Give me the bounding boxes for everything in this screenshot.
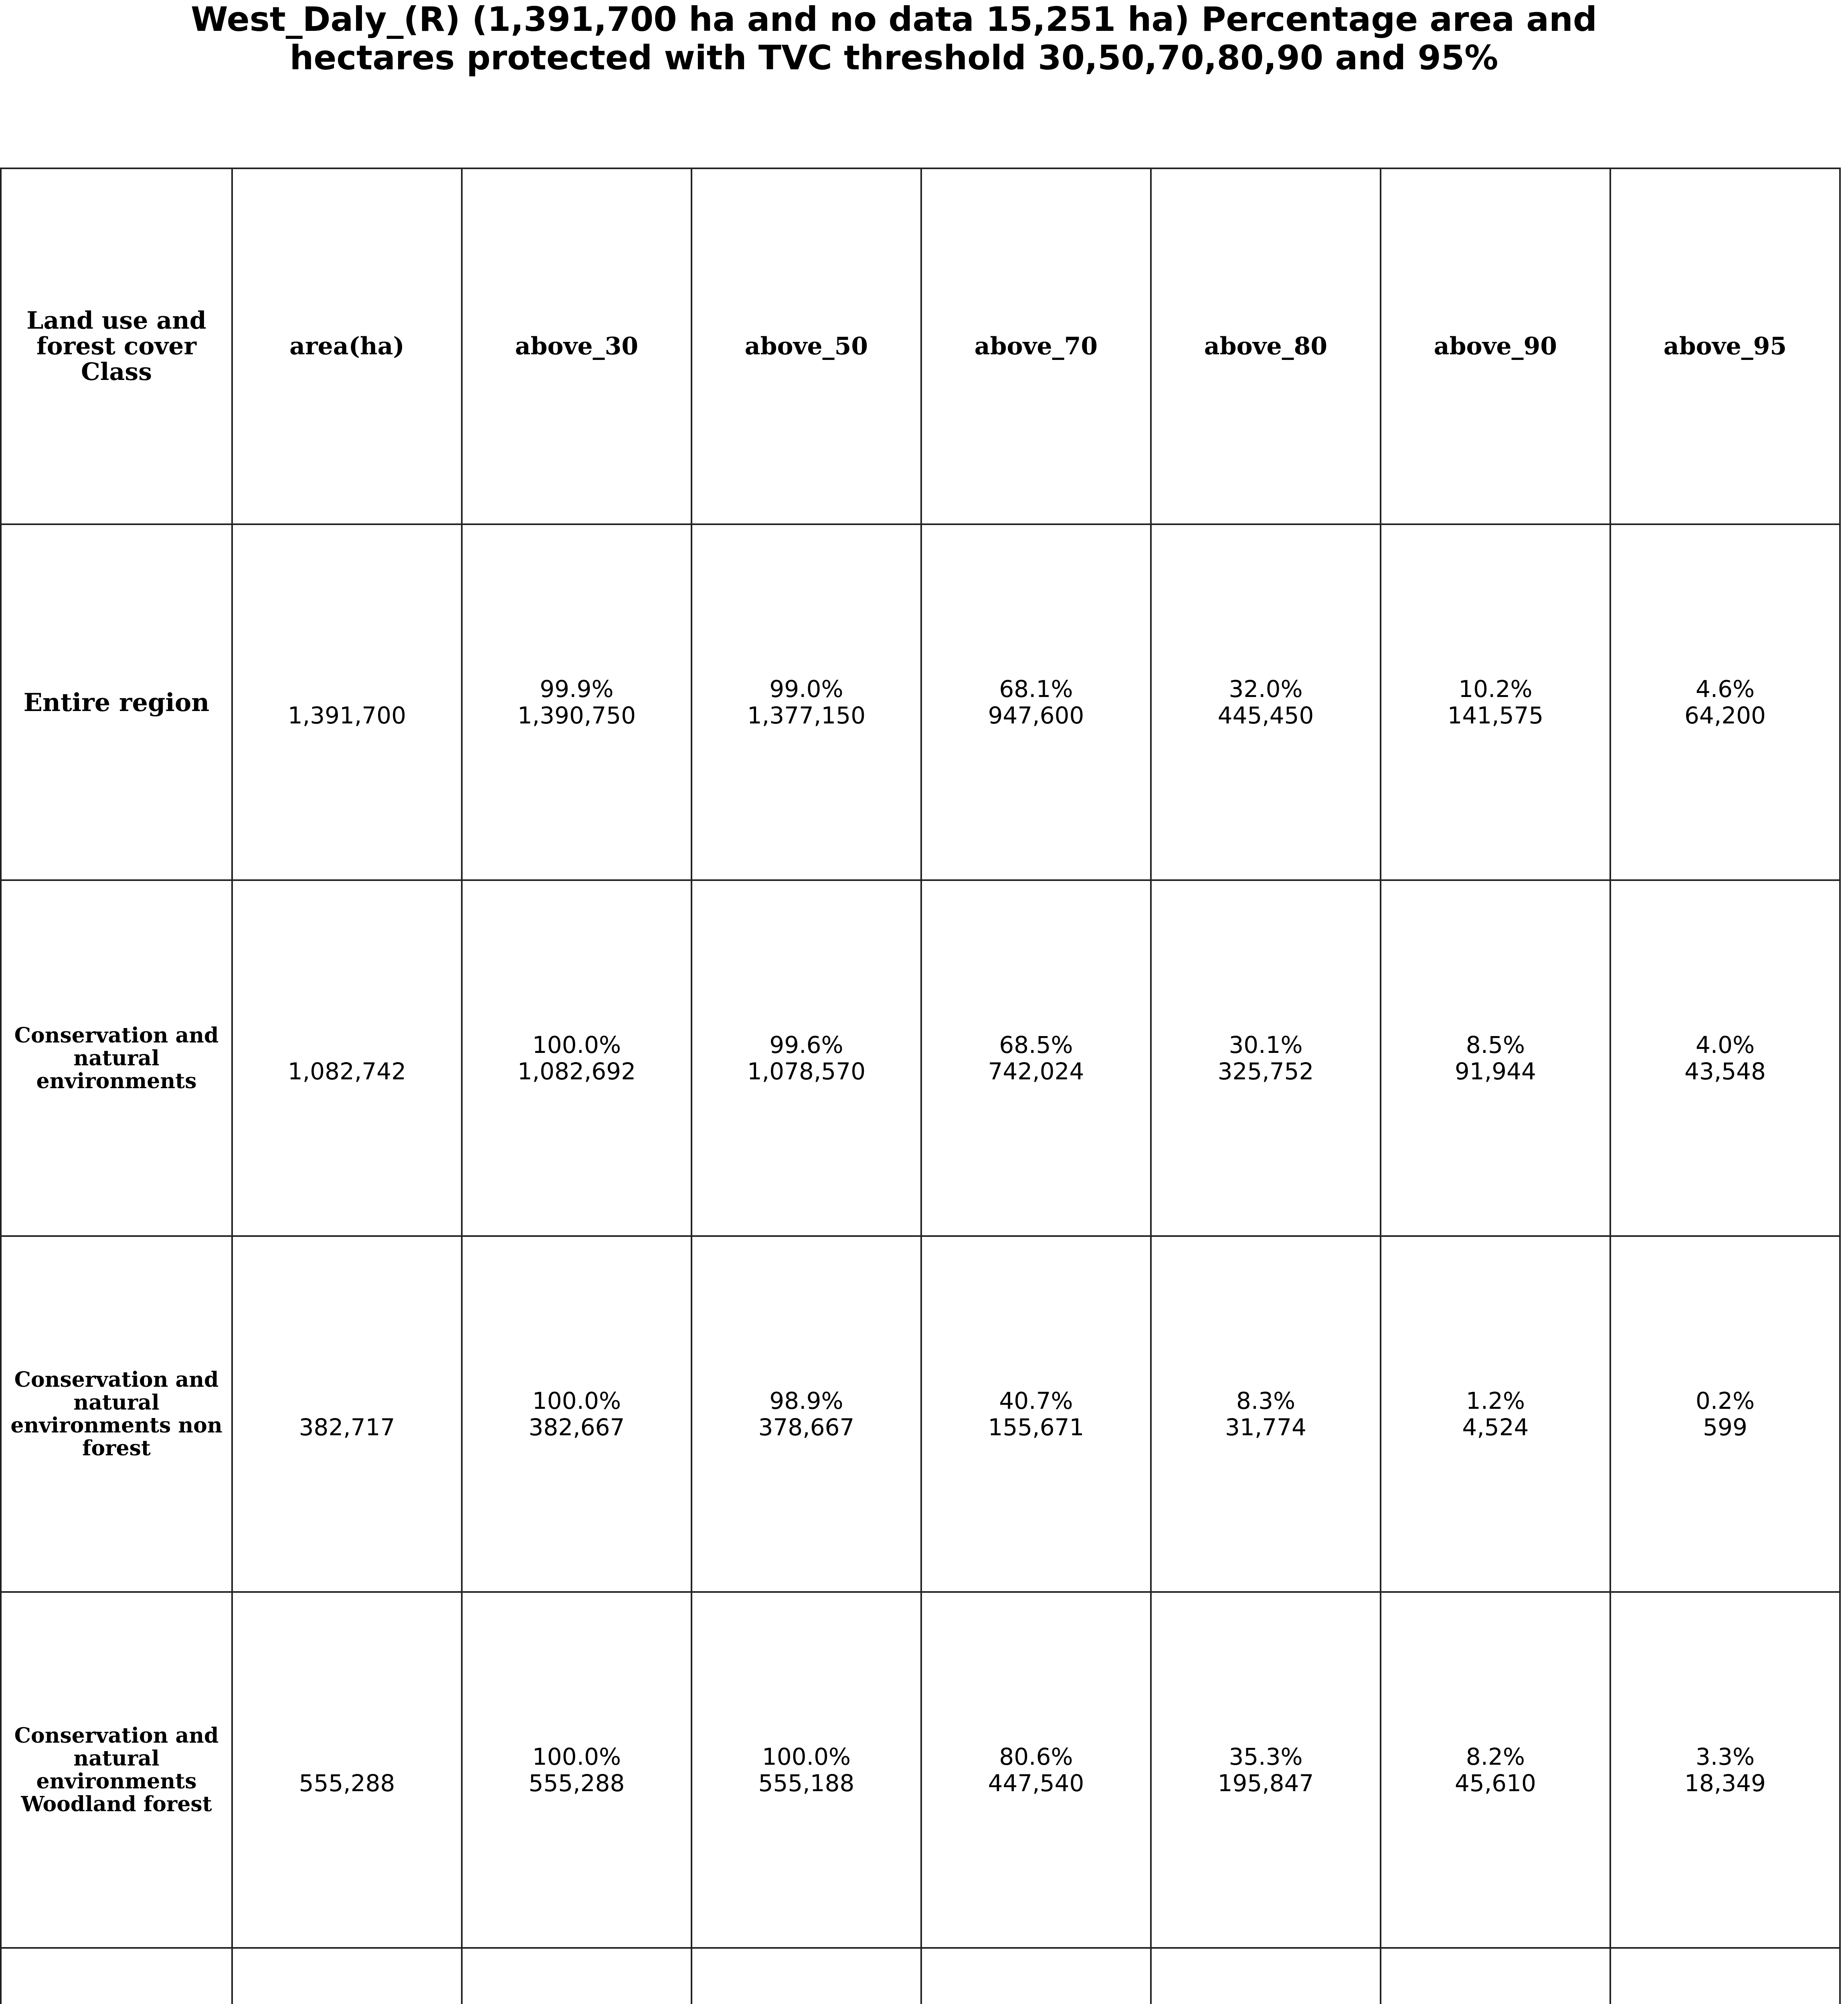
tvc-protection-table [0, 168, 1841, 2004]
area-cell: 1,082,742 [232, 880, 462, 1236]
row-label: Entire region [1, 524, 232, 880]
value-cell: 32.0% 445,450 [1151, 524, 1381, 880]
value-cell [921, 1948, 1151, 2004]
value-cell: 99.6% 1,078,570 [691, 880, 921, 1236]
page-title [0, 0, 1788, 77]
header-above-80: above_80 [1151, 168, 1381, 524]
header-above-90: above_90 [1381, 168, 1610, 524]
value-cell: 10.2% 141,575 [1381, 524, 1610, 880]
row-label [1, 1948, 232, 2004]
header-row [1, 168, 1840, 524]
row-label: Conservation and natural environments [1, 880, 232, 1236]
value-cell: 100.0% 1,082,692 [462, 880, 691, 1236]
table-row [1, 524, 1840, 880]
header-above-95: above_95 [1610, 168, 1840, 524]
header-above-70: above_70 [921, 168, 1151, 524]
value-cell [462, 1948, 691, 2004]
row-label: Conservation and natural environments Woodland forest [1, 1592, 232, 1948]
value-cell: 68.1% 947,600 [921, 524, 1151, 880]
table-row [1, 880, 1840, 1236]
value-cell: 68.5% 742,024 [921, 880, 1151, 1236]
row-label: Conservation and natural environments non forest [1, 1236, 232, 1592]
value-cell [1610, 1948, 1840, 2004]
value-cell: 4.6% 64,200 [1610, 524, 1840, 880]
value-cell: 100.0% 555,188 [691, 1592, 921, 1948]
value-cell: 4.0% 43,548 [1610, 880, 1840, 1236]
header-class: Land use and forest cover Class [1, 168, 232, 524]
value-cell: 30.1% 325,752 [1151, 880, 1381, 1236]
value-cell: 35.3% 195,847 [1151, 1592, 1381, 1948]
value-cell: 1.2% 4,524 [1381, 1236, 1610, 1592]
header-above-30: above_30 [462, 168, 691, 524]
title-line-1: West_Daly_(R) (1,391,700 ha and no data 15,251 ha) Percentage area and [190, 0, 1597, 39]
value-cell: 40.7% 155,671 [921, 1236, 1151, 1592]
value-cell: 100.0% 382,667 [462, 1236, 691, 1592]
area-cell: 1,391,700 [232, 524, 462, 880]
value-cell [1381, 1948, 1610, 2004]
value-cell: 80.6% 447,540 [921, 1592, 1151, 1948]
value-cell [1151, 1948, 1381, 2004]
value-cell: 99.0% 1,377,150 [691, 524, 921, 880]
table-row [1, 1592, 1840, 1948]
value-cell: 100.0% 555,288 [462, 1592, 691, 1948]
value-cell: 0.2% 599 [1610, 1236, 1840, 1592]
area-cell: 382,717 [232, 1236, 462, 1592]
header-area: area(ha) [232, 168, 462, 524]
title-line-2: hectares protected with TVC threshold 30,50,70,80,90 and 95% [289, 38, 1498, 77]
value-cell [691, 1948, 921, 2004]
value-cell: 8.2% 45,610 [1381, 1592, 1610, 1948]
value-cell: 8.5% 91,944 [1381, 880, 1610, 1236]
area-cell: 555,288 [232, 1592, 462, 1948]
value-cell: 99.9% 1,390,750 [462, 524, 691, 880]
value-cell: 3.3% 18,349 [1610, 1592, 1840, 1948]
area-cell [232, 1948, 462, 2004]
header-above-50: above_50 [691, 168, 921, 524]
table-row [1, 1236, 1840, 1592]
value-cell: 98.9% 378,667 [691, 1236, 921, 1592]
table-row [1, 1948, 1840, 2004]
value-cell: 8.3% 31,774 [1151, 1236, 1381, 1592]
